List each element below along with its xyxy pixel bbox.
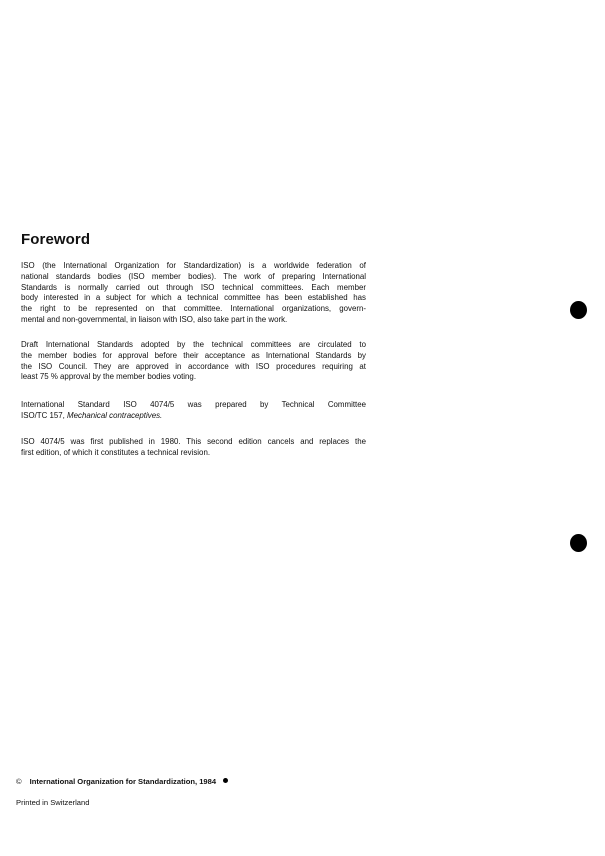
paragraph-line: the ISO Council. They are approved in accordance with ISO procedures requiring at xyxy=(21,361,366,371)
paragraph-line: least 75 % approval by the member bodies voting. xyxy=(21,372,197,382)
printed-location: Printed in Switzerland xyxy=(16,798,90,807)
paragraph-line: the right to be represented on that committee. International organizations, govern- xyxy=(21,304,366,314)
paragraph-line: national standards bodies (ISO member bodies). The work of preparing International xyxy=(21,271,366,281)
paragraph-line xyxy=(21,411,366,422)
punch-hole-icon xyxy=(570,534,587,552)
paragraph-line: body interested in a subject for which a technical committee has been established has xyxy=(21,293,366,303)
paragraph-line: Standards is normally carried out through ISO technical committees. Each member xyxy=(21,282,366,292)
paragraph-line: ISO 4074/5 was first published in 1980. This second edition cancels and replaces the xyxy=(21,437,366,446)
foreword-paragraph-iso xyxy=(21,261,366,326)
foreword-heading: Foreword xyxy=(21,231,91,248)
foreword-paragraph-committee xyxy=(21,400,366,422)
foreword-paragraph-edition xyxy=(21,437,366,459)
paragraph-line: the member bodies for approval before their acceptance as International Standards by xyxy=(21,350,366,360)
copyright-notice xyxy=(16,777,228,786)
paragraph-line: mental and non-governmental, in liaison with ISO, also take part in the work. xyxy=(21,314,288,324)
punch-hole-icon xyxy=(570,301,587,319)
foreword-paragraph-approval xyxy=(21,340,366,383)
paragraph-line: International Standard ISO 4074/5 was prepared by Technical Committee xyxy=(21,400,366,409)
committee-title: Mechanical contraceptives. xyxy=(67,410,163,420)
bullet-icon xyxy=(223,778,228,783)
copyright-text: International Organization for Standardization, 1984 xyxy=(29,777,217,786)
paragraph-line: Draft International Standards adopted by the technical committees are circulated to xyxy=(21,340,366,349)
committee-reference: ISO/TC 157, xyxy=(21,410,68,420)
paragraph-line: ISO (the International Organization for Standardization) is a worldwide federation of xyxy=(21,261,366,270)
copyright-symbol: © xyxy=(16,777,22,786)
paragraph-line: first edition, of which it constitutes a technical revision. xyxy=(21,447,211,457)
